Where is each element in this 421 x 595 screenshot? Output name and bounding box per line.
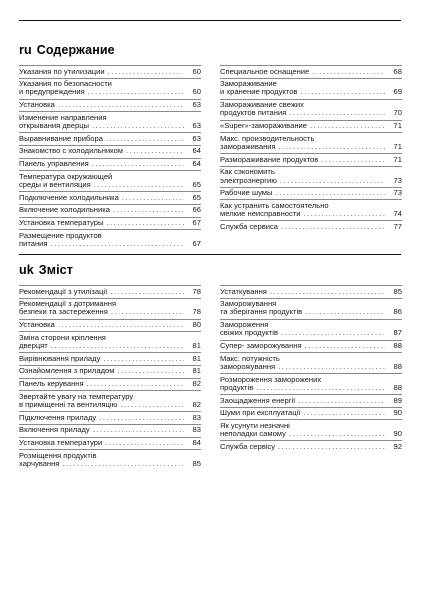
toc-entry [220,285,402,298]
toc-entry-row [220,288,402,296]
toc-entry-title: Заощадження енергії [220,395,296,405]
toc-entry-title: Подключение холодильника [19,192,119,202]
toc-entry-page-number: 78 [192,307,201,317]
toc-entry-title: Шуми при експлуатації [220,408,301,418]
toc-entry-page-number: 85 [192,459,201,469]
toc-entry-page-number: 73 [393,175,402,185]
toc-entry-row [19,342,201,350]
toc-entry [19,365,201,378]
toc-entry-page-number: 81 [192,353,201,363]
toc-entry-title-line: Зміна сторони кріплення [19,332,106,342]
toc-entry-title: Ознайомлення з приладом [19,366,115,376]
toc-entry-title: Включение холодильника [19,205,110,215]
toc-entry-title: Панель керування [19,379,84,389]
dot-leader [304,210,385,218]
toc-entry-row [19,426,201,434]
toc-entry-page-number: 83 [192,425,201,435]
toc-entry-title-line: Замораживание [220,79,277,89]
section-lang-code: ru [19,43,32,57]
dot-leader [278,443,385,451]
toc-entry-page-number: 86 [393,307,402,317]
toc-entry-row [220,210,402,218]
dot-leader [281,329,385,337]
toc-entry-title: Специальное оснащение [220,66,310,76]
toc-entry-title-line: Указания по безопасности [19,79,112,89]
dot-leader [110,288,184,296]
toc-entry [19,145,201,158]
dot-leader [256,384,385,392]
toc-entry-title: Размораживание продуктов [220,154,319,164]
toc-entry-row [220,156,402,164]
toc-entry-row [19,181,201,189]
toc-entry-row [220,409,402,417]
toc-entry [220,78,402,99]
toc-entry-page-number: 87 [393,328,402,338]
section-lang-code: uk [19,263,34,277]
toc-entry [220,319,402,340]
toc-entry-title-line: Изменение направления [19,112,107,122]
toc-entry [19,411,201,424]
toc-entry-title: харчування [19,459,60,469]
dot-leader [303,409,385,417]
toc-entry-row [220,329,402,337]
toc-entry-row [19,460,201,468]
toc-entry-title: та зберігання продуктів [220,307,303,317]
toc-entry-page-number: 69 [393,87,402,97]
dot-leader [305,342,385,350]
toc-entry [220,132,402,153]
toc-entry-title-line: Как сэкономить [220,167,275,177]
toc-entry-row [19,240,201,248]
toc-entry-title-line: Замораживание свежих [220,100,304,110]
toc-entry-row [220,189,402,197]
dot-leader [120,401,184,409]
toc-entry [19,229,201,250]
dot-leader [289,430,385,438]
toc-entry [19,437,201,450]
toc-entry-page-number: 81 [192,366,201,376]
toc-entry-page-number: 78 [192,286,201,296]
top-rule [19,20,401,21]
toc-entry [19,319,201,332]
toc-entry [19,449,201,470]
toc-entry-row [19,308,201,316]
toc-entry [220,440,402,453]
toc-ru-left-column [19,65,201,250]
section-title-text: Содержание [36,43,115,57]
toc-uk-right-column [220,285,402,453]
toc-entry-page-number: 63 [192,100,201,110]
dot-leader [300,88,385,96]
toc-entry [19,378,201,391]
toc-entry-title: Знакомство с холодильником [19,146,124,156]
toc-entry [220,407,402,420]
toc-entry-row [19,288,201,296]
toc-entry-title: среды и вентиляция [19,180,91,190]
toc-entry [220,187,402,200]
toc-entry-page-number: 81 [192,341,201,351]
toc-entry-row [220,430,402,438]
toc-entry-page-number: 92 [393,441,402,451]
toc-entry-title: Вирівнювання приладу [19,353,101,363]
toc-entry-title: Рабочие шумы [220,188,273,198]
toc-entry-title-line: Звертайте увагу на температуру [19,391,134,401]
toc-entry-title-line: Замороження [220,320,269,330]
toc-entry [220,220,402,233]
toc-entry [19,78,201,99]
dot-leader [280,177,385,185]
toc-entry-title: и предупреждения [19,87,85,97]
toc-entry-title: заморожування [220,361,276,371]
toc-entry-title: и хранение продуктов [220,87,298,97]
dot-leader [310,122,385,130]
toc-entry-title: Выравнивание прибора [19,133,103,143]
dot-leader [62,460,184,468]
toc-entry-page-number: 68 [393,66,402,76]
dot-leader [298,397,385,405]
toc-entry-title: Служба сервиса [220,221,279,231]
toc-entry-title-line: Розмороження заморожених [220,374,322,384]
toc-entry-title: «Super»-замораживание [220,121,307,131]
dot-leader [111,308,184,316]
toc-entry-row [220,443,402,451]
toc-entry-title: Указания по утилизации [19,66,105,76]
toc-entry-title-line: Размещение продуктов [19,230,102,240]
dot-leader [105,439,184,447]
toc-entry-title: Рекомендації з утилізації [19,286,108,296]
toc-entry-page-number: 67 [192,239,201,249]
toc-entry-row [19,355,201,363]
toc-entry [19,352,201,365]
dot-leader [106,219,184,227]
dot-leader [106,135,184,143]
dot-leader [117,367,184,375]
toc-entry-row [19,206,201,214]
toc-entry [220,99,402,120]
dot-leader [275,189,385,197]
dot-leader [312,68,385,76]
toc-entry-row [220,223,402,231]
toc-entry-row [220,68,402,76]
dot-leader [108,68,184,76]
toc-entry-title-line: Заморожування [220,299,277,309]
dot-leader [88,88,184,96]
toc-entry-row [19,367,201,375]
toc-entry [220,340,402,353]
toc-entry [220,419,402,440]
toc-entry-title: Панель управления [19,159,89,169]
dot-leader [281,223,385,231]
toc-entry [19,390,201,411]
toc-entry-page-number: 88 [393,361,402,371]
toc-entry-row [19,194,201,202]
toc-entry-title: электроэнергию [220,175,277,185]
toc-entry-row [220,363,402,371]
section-title-uk [19,263,73,277]
toc-entry-page-number: 77 [393,221,402,231]
toc-entry [19,158,201,171]
section-divider-rule [19,254,401,255]
toc-entry-row [220,308,402,316]
toc-entry-row [19,160,201,168]
toc-entry-row [19,135,201,143]
toc-entry-row [19,88,201,96]
toc-entry-row [19,122,201,130]
toc-entry-title: Включення приладу [19,425,90,435]
toc-entry-title: Установка [19,100,55,110]
toc-entry-title: безпеки та застереження [19,307,108,317]
toc-entry [220,166,402,187]
toc-entry-title-line: Макс. производительность [220,133,315,143]
toc-entry-page-number: 74 [393,209,402,219]
toc-entry-row [19,380,201,388]
toc-entry-page-number: 84 [192,438,201,448]
dot-leader [51,240,184,248]
dot-leader [270,288,385,296]
toc-entry [19,99,201,112]
toc-entry-row [220,122,402,130]
toc-entry-title: Установка [19,320,55,330]
toc-entry-row [19,414,201,422]
dot-leader [103,355,184,363]
toc-entry-row [220,384,402,392]
toc-entry-title-line: Температура окружающей [19,171,113,181]
toc-ru-right-column [220,65,402,233]
dot-leader [278,363,385,371]
toc-entry-row [19,321,201,329]
toc-entry [19,204,201,217]
toc-entry-row [220,109,402,117]
dot-leader [126,147,184,155]
toc-entry [19,111,201,132]
toc-entry-title-line: Макс. потужність [220,353,280,363]
toc-entry-title: Установка температури [19,438,103,448]
toc-entry-title: Устаткування [220,286,267,296]
toc-entry-page-number: 85 [393,286,402,296]
toc-entry [220,373,402,394]
toc-entry [19,132,201,145]
toc-entry-title-line: Рекомендації з дотримання [19,299,117,309]
toc-entry [19,191,201,204]
toc-entry [220,394,402,407]
toc-entry-title-line: Розміщення продуктів [19,450,97,460]
toc-entry-page-number: 90 [393,408,402,418]
toc-entry-row [19,401,201,409]
toc-uk-left-column [19,285,201,470]
dot-leader [122,194,184,202]
toc-entry-title-line: Как устранить самостоятельно [220,200,329,210]
toc-entry-title: мелкие неисправности [220,209,301,219]
toc-entry-row [220,88,402,96]
toc-entry-title: открывания дверцы [19,121,90,131]
section-title-ru [19,43,115,57]
toc-entry-page-number: 73 [393,188,402,198]
toc-entry-title: Служба сервісу [220,441,276,451]
toc-entry-page-number: 80 [192,320,201,330]
toc-entry-row [220,177,402,185]
toc-entry-title: продуктов питания [220,108,287,118]
toc-entry [220,199,402,220]
toc-entry-row [220,397,402,405]
toc-entry-title-line: Як усунути незначні [220,420,290,430]
toc-entry-page-number: 65 [192,180,201,190]
toc-entry-page-number: 88 [393,341,402,351]
toc-entry [220,298,402,319]
toc-entry [220,120,402,133]
toc-entry [220,153,402,166]
toc-entry [19,285,201,298]
dot-leader [51,342,184,350]
toc-entry-title: неполадки самому [220,429,286,439]
toc-entry-page-number: 71 [393,141,402,151]
toc-entry [19,298,201,319]
toc-entry [19,217,201,230]
toc-entry-title: питания [19,239,48,249]
toc-entry-title: Супер- заморожування [220,341,302,351]
toc-entry-row [19,101,201,109]
toc-entry-title: свіжих продуктів [220,328,278,338]
dot-leader [305,308,385,316]
dot-leader [58,321,184,329]
dot-leader [94,181,184,189]
toc-entry-row [19,219,201,227]
toc-entry [19,424,201,437]
toc-entry-page-number: 60 [192,66,201,76]
toc-entry-page-number: 90 [393,429,402,439]
toc-entry [19,331,201,352]
toc-entry-page-number: 64 [192,159,201,169]
toc-entry-page-number: 65 [192,192,201,202]
dot-leader [58,101,184,109]
toc-entry-row [19,68,201,76]
toc-entry-page-number: 82 [192,379,201,389]
toc-entry-page-number: 70 [393,108,402,118]
dot-leader [87,380,184,388]
toc-entry [19,65,201,78]
toc-entry-page-number: 83 [192,412,201,422]
toc-entry-page-number: 71 [393,121,402,131]
dot-leader [289,109,385,117]
dot-leader [92,122,184,130]
dot-leader [279,143,385,151]
dot-leader [99,414,184,422]
toc-entry-title: Установка температуры [19,218,104,228]
toc-entry-page-number: 66 [192,205,201,215]
toc-entry-title: замораживания [220,141,276,151]
toc-entry-page-number: 63 [192,133,201,143]
toc-entry-page-number: 89 [393,395,402,405]
toc-entry-title: Підключення приладу [19,412,97,422]
toc-entry-title: дверцят [19,341,48,351]
toc-entry-title: продуктів [220,382,254,392]
toc-entry-row [19,439,201,447]
toc-entry [220,65,402,78]
dot-leader [321,156,385,164]
section-title-text: Зміст [38,263,73,277]
dot-leader [92,160,184,168]
toc-entry-page-number: 63 [192,121,201,131]
toc-entry-row [19,147,201,155]
toc-entry [220,352,402,373]
dot-leader [93,426,184,434]
toc-entry-page-number: 60 [192,87,201,97]
toc-entry-page-number: 64 [192,146,201,156]
toc-entry-title: в приміщенні та вентиляцію [19,400,118,410]
toc-entry-page-number: 82 [192,400,201,410]
toc-entry-page-number: 71 [393,154,402,164]
toc-entry-page-number: 88 [393,382,402,392]
toc-entry [19,170,201,191]
toc-entry-page-number: 67 [192,218,201,228]
dot-leader [113,206,184,214]
toc-entry-row [220,342,402,350]
toc-entry-row [220,143,402,151]
